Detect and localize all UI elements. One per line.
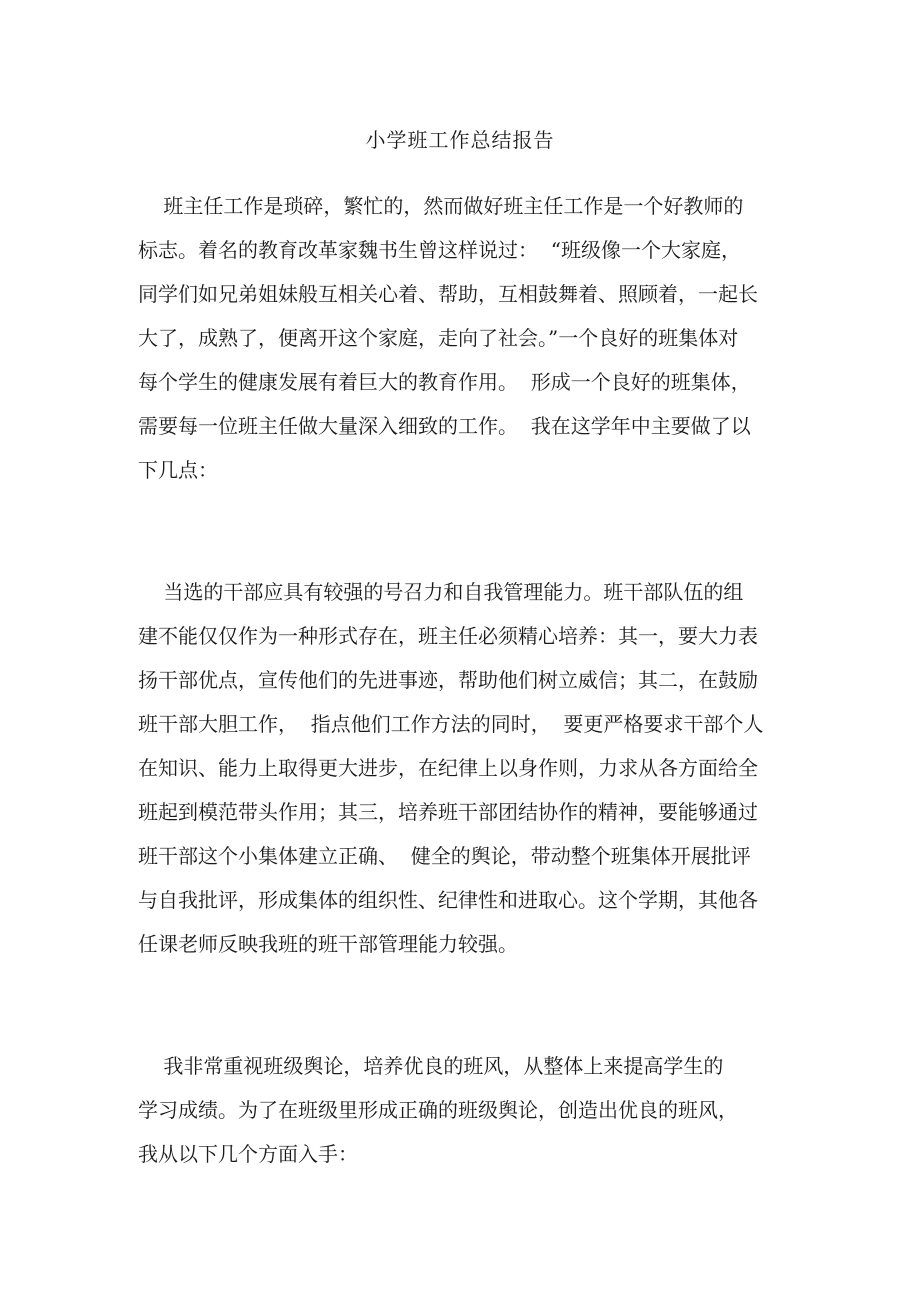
paragraph-2-line: 在知识、能力上取得更大进步，在纪律上以身作则，力求从各方面给全	[138, 756, 758, 780]
paragraph-1-line: 下几点：	[138, 458, 218, 482]
paragraph-2-line: 与自我批评，形成集体的组织性、纪律性和进取心。这个学期，其他各	[138, 888, 758, 912]
paragraph-3-line: 学习成绩。为了在班级里形成正确的班级舆论，创造出优良的班风，	[138, 1098, 738, 1122]
paragraph-3-line: 我非常重视班级舆论，培养优良的班风，从整体上来提高学生的	[138, 1054, 724, 1078]
paragraph-2-line: 班干部这个小集体建立正确、 健全的舆论，带动整个班集体开展批评	[138, 844, 751, 868]
paragraph-2-line: 当选的干部应具有较强的号召力和自我管理能力。班干部队伍的组	[138, 580, 744, 604]
paragraph-2-line: 班干部大胆工作， 指点他们工作方法的同时， 要更严格要求干部个人	[138, 712, 764, 736]
paragraph-1-line: 标志。着名的教育改革家魏书生曾这样说过： “班级像一个大家庭，	[138, 238, 741, 262]
paragraph-1-line: 需要每一位班主任做大量深入细致的工作。 我在这学年中主要做了以	[138, 414, 751, 438]
document-title: 小学班工作总结报告	[365, 128, 555, 152]
paragraph-3-line: 我从以下几个方面入手：	[138, 1142, 358, 1166]
paragraph-2-line: 扬干部优点，宣传他们的先进事迹，帮助他们树立威信；其二，在鼓励	[138, 668, 758, 692]
paragraph-2-line: 建不能仅仅作为一种形式存在，班主任必须精心培养：其一，要大力表	[138, 624, 758, 648]
paragraph-1-line: 每个学生的健康发展有着巨大的教育作用。 形成一个良好的班集体，	[138, 370, 751, 394]
paragraph-1-line: 同学们如兄弟姐妹般互相关心着、帮助，互相鼓舞着、照顾着，一起长	[138, 282, 758, 306]
paragraph-1-line: 大了，成熟了，便离开这个家庭，走向了社会。”一个良好的班集体对	[138, 326, 739, 350]
paragraph-1-line: 班主任工作是琐碎，繁忙的，然而做好班主任工作是一个好教师的	[138, 194, 744, 218]
paragraph-2-line: 任课老师反映我班的班干部管理能力较强。	[138, 932, 518, 956]
paragraph-2-line: 班起到模范带头作用；其三，培养班干部团结协作的精神，要能够通过	[138, 800, 758, 824]
